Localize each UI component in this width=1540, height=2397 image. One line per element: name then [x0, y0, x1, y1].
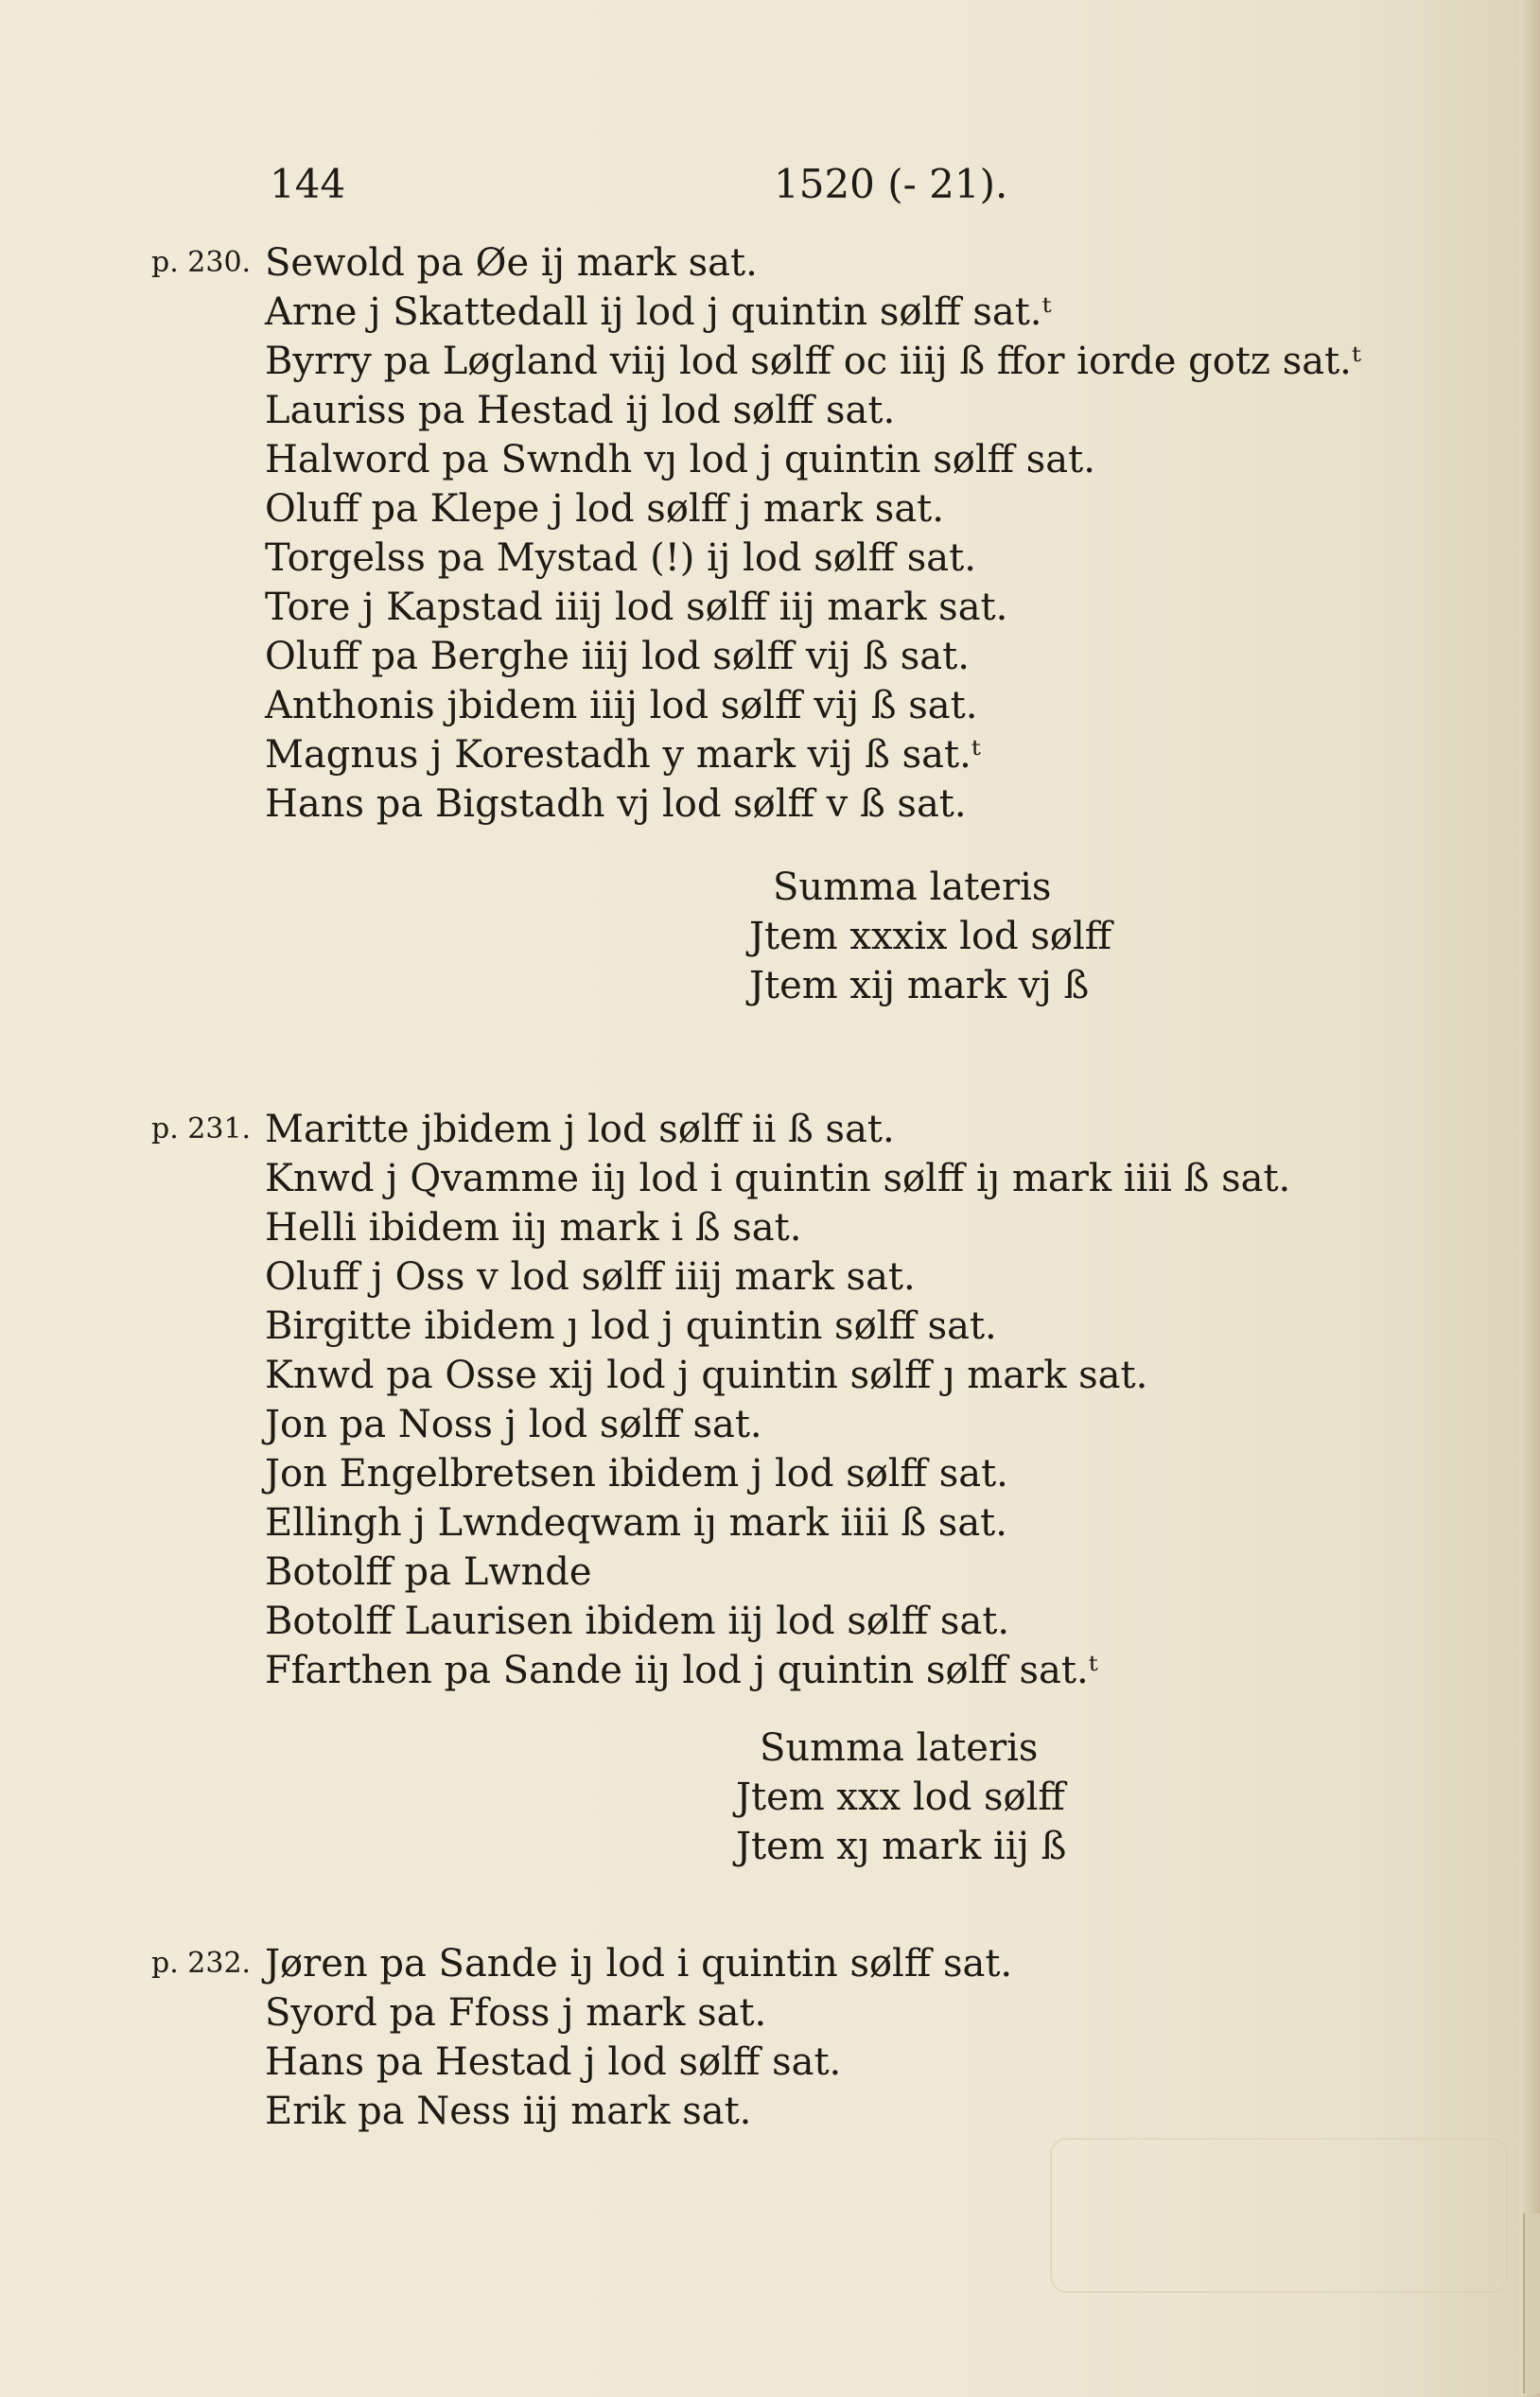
page-edge [1519, 0, 1540, 2397]
list-item: Tore j Kapstad iiij lod sølff iij mark sat. [265, 586, 1008, 629]
list-item: Anthonis jbidem iiij lod sølff vij ß sat. [265, 684, 978, 727]
list-item: Botolff Laurisen ibidem iij lod sølff sat. [265, 1600, 1010, 1643]
summa-block [749, 863, 1111, 1010]
page-reference: p. 230. [151, 246, 252, 279]
list-item: Sewold pa Øe ij mark sat. [265, 241, 758, 285]
entry-list [265, 1105, 1290, 1695]
list-item: Jøren pa Sande iȷ lod i quintin sølff sat. [265, 1942, 1013, 1986]
page-reference: p. 231. [151, 1112, 252, 1146]
list-item: Hans pa Hestad j lod sølff sat. [265, 2040, 842, 2084]
page-reference: p. 232. [151, 1947, 252, 1980]
paper-stain [1050, 2138, 1508, 2293]
list-item: Botolff pa Lwnde [265, 1550, 592, 1594]
list-item: Byrry pa Løgland viij lod sølff oc iiij ß ffor iorde gotz sat.ᵗ [265, 340, 1361, 383]
list-item: Syord pa Ffoss j mark sat. [265, 1991, 767, 2035]
list-item: Ffarthen pa Sande iiȷ lod j quintin sølff sat.ᵗ [265, 1649, 1098, 1692]
summa-heading: Summa lateris [773, 866, 1052, 909]
list-item: Erik pa Ness iij mark sat. [265, 2090, 752, 2133]
summa-total-lod: Jtem xxxix lod sølff [749, 915, 1112, 958]
list-item: Knwd j Qvamme iiȷ lod i quintin sølff iȷ mark iiii ß sat. [265, 1157, 1291, 1200]
list-item: Lauriss pa Hestad ij lod sølff sat. [265, 389, 896, 432]
running-title: 1520 (- 21). [774, 161, 1008, 207]
list-item: Birgitte ibidem ȷ lod j quintin sølff sat. [265, 1304, 997, 1348]
entry-list [265, 1939, 1012, 2136]
summa-total-mark: Jtem xij mark vj ß [749, 964, 1090, 1007]
list-item: Hans pa Bigstadh vj lod sølff v ß sat. [265, 782, 967, 826]
list-item: Helli ibidem iiȷ mark i ß sat. [265, 1206, 802, 1250]
list-item: Oluff pa Berghe iiij lod sølff vij ß sat. [265, 635, 970, 678]
list-item: Ellingh j Lwndeqwam iȷ mark iiii ß sat. [265, 1501, 1007, 1545]
list-item: Oluff pa Klepe j lod sølff j mark sat. [265, 487, 944, 531]
list-item: Torgelss pa Mystad (!) ij lod sølff sat. [265, 536, 976, 580]
summa-heading: Summa lateris [760, 1726, 1039, 1770]
page-header [0, 156, 1540, 213]
page-edge-tab [1523, 2213, 1540, 2393]
entry-list [265, 238, 1361, 829]
list-item: Maritte jbidem j lod sølff ii ß sat. [265, 1108, 895, 1151]
list-item: Knwd pa Osse xij lod j quintin sølff ȷ mark sat. [265, 1354, 1148, 1397]
page-number: 144 [270, 161, 346, 207]
summa-total-mark: Jtem xȷ mark iij ß [736, 1825, 1067, 1868]
list-item: Arne j Skattedall ij lod j quintin sølff sat.ᵗ [265, 290, 1052, 334]
list-item: Oluff j Oss v lod sølff iiij mark sat. [265, 1255, 916, 1299]
summa-block [736, 1723, 1066, 1871]
list-item: Jon pa Noss j lod sølff sat. [265, 1403, 762, 1446]
list-item: Jon Engelbretsen ibidem j lod sølff sat. [265, 1452, 1008, 1496]
list-item: Halword pa Swndh vȷ lod j quintin sølff sat. [265, 438, 1095, 481]
list-item: Magnus j Korestadh y mark vij ß sat.ᵗ [265, 733, 981, 777]
summa-total-lod: Jtem xxx lod sølff [736, 1776, 1065, 1819]
